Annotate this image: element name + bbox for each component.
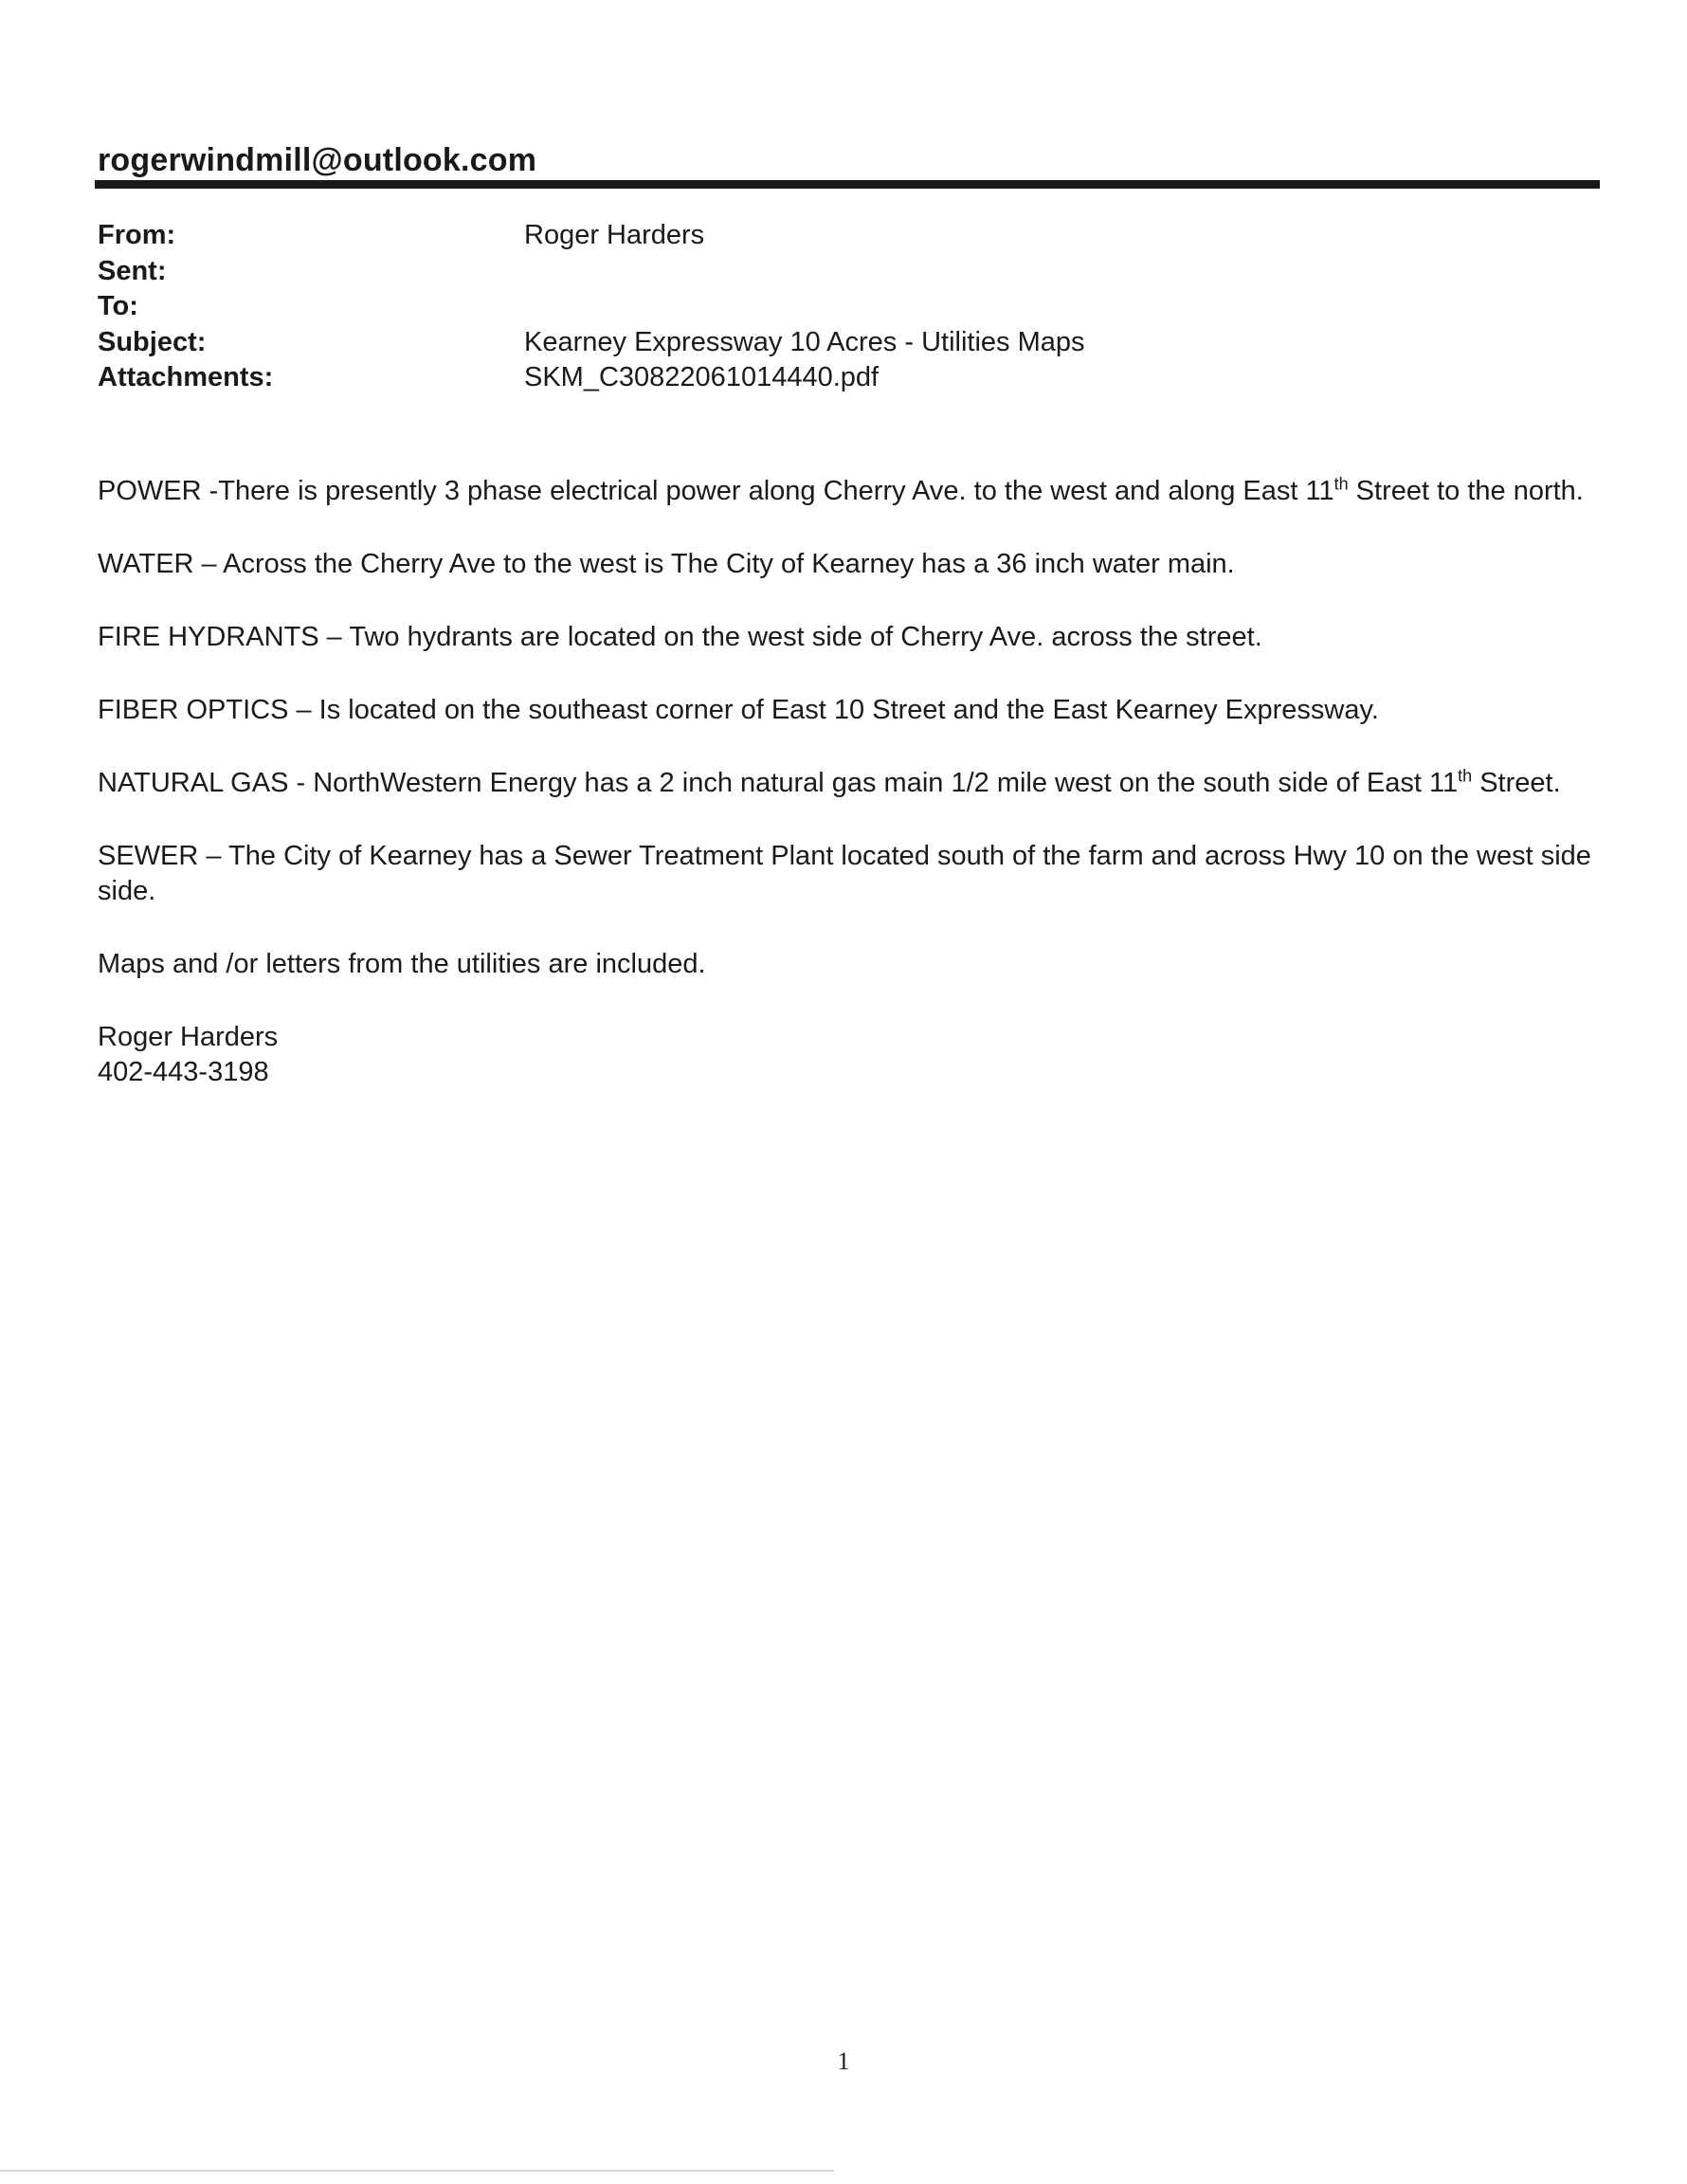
header-subject-row: [98, 325, 1595, 361]
sewer-paragraph: SEWER – The City of Kearney has a Sewer Treatment Plant located south of the farm and across Hwy 10 on the west side side.: [98, 841, 1591, 906]
attachment-filename: SKM_C30822061014440.pdf: [524, 362, 880, 392]
sent-label: Sent:: [98, 255, 167, 286]
power-text: POWER -There is presently 3 phase electrical power along Cherry Ave. to the west and along East 11: [98, 476, 1334, 506]
header-sent-row: [98, 254, 1595, 290]
scan-edge-line: [0, 2170, 834, 2172]
subject-value: Kearney Expressway 10 Acres - Utilities Maps: [524, 326, 1085, 357]
power-ordinal: th: [1333, 474, 1349, 494]
water-paragraph: WATER – Across the Cherry Ave to the west is The City of Kearney has a 36 inch water main.: [98, 549, 1235, 579]
from-value: Roger Harders: [524, 220, 705, 250]
signature-phone: 402-443-3198: [98, 1057, 269, 1087]
to-label: To:: [98, 291, 138, 321]
from-label: From:: [98, 220, 176, 250]
gas-text-end: Street.: [1472, 768, 1561, 798]
subject-label: Subject:: [98, 326, 207, 357]
attachments-label: Attachments:: [98, 362, 274, 392]
account-email: rogerwindmill@outlook.com: [98, 142, 537, 178]
fire-hydrants-paragraph: FIRE HYDRANTS – Two hydrants are located on the west side of Cherry Ave. across the street.: [98, 622, 1262, 652]
fiber-optics-paragraph: FIBER OPTICS – Is located on the southeast corner of East 10 Street and the East Kearney Expressway.: [98, 695, 1379, 725]
header-attachments-row: [98, 360, 1595, 396]
header-divider: [95, 180, 1600, 189]
header-from-row: [98, 218, 1595, 254]
gas-text: NATURAL GAS - NorthWestern Energy has a 2 inch natural gas main 1/2 mile west on the south side of East 11: [98, 768, 1459, 798]
header-to-row: [98, 289, 1595, 325]
power-paragraph: [98, 474, 1595, 509]
page-number: 1: [837, 2048, 850, 2075]
email-headers: [98, 218, 1595, 396]
maps-paragraph: Maps and /or letters from the utilities are included.: [98, 949, 706, 979]
natural-gas-paragraph: [98, 766, 1595, 801]
gas-ordinal: th: [1458, 766, 1473, 786]
email-body: [98, 474, 1595, 1090]
signature-name: Roger Harders: [98, 1022, 279, 1052]
power-text-end: Street to the north.: [1348, 476, 1584, 506]
